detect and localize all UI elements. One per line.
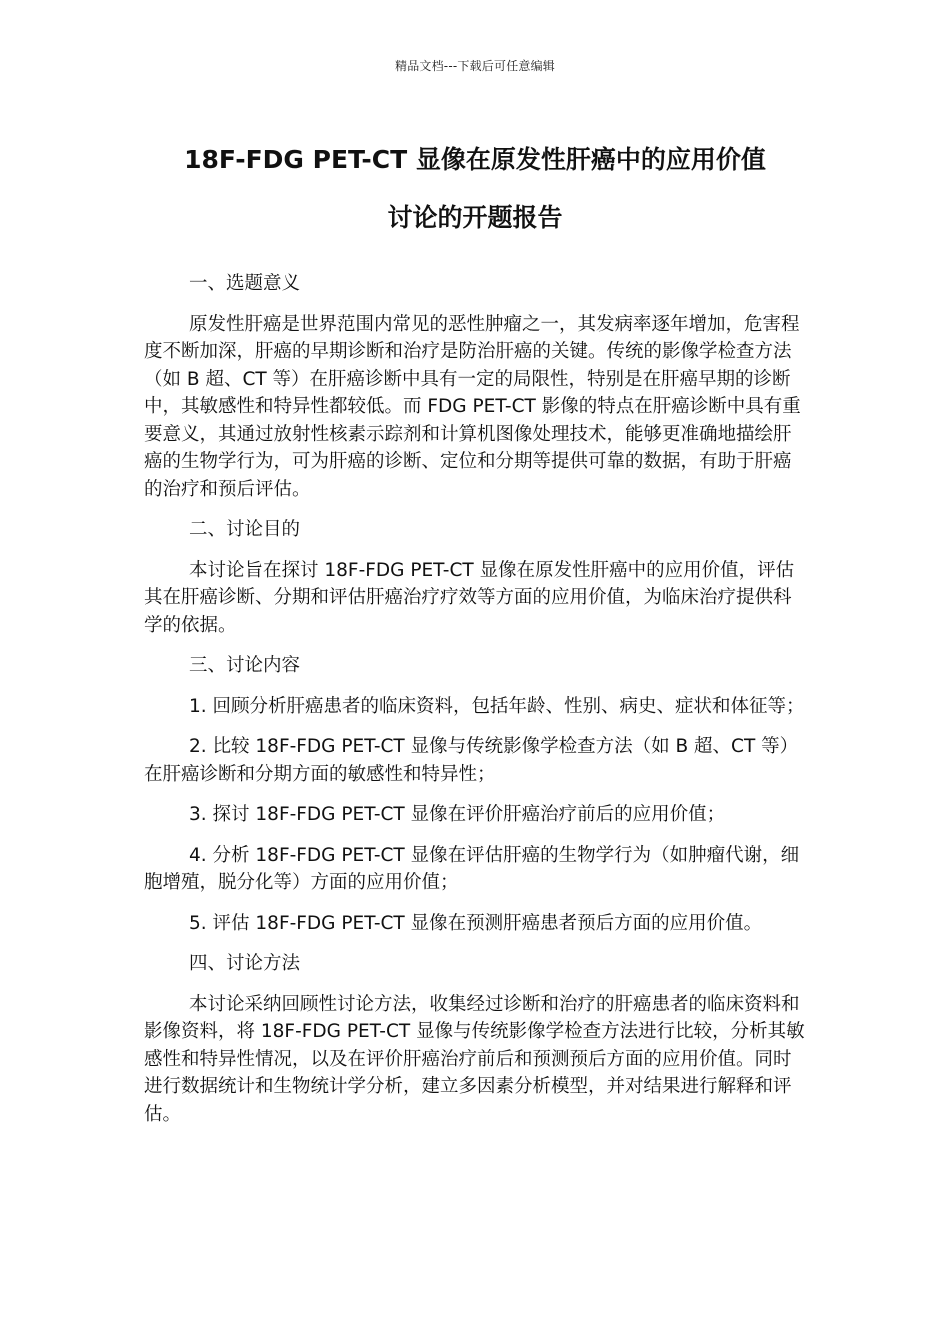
document-title-line-1: 18F-FDG PET-CT 显像在原发性肝癌中的应用价值 xyxy=(184,145,766,174)
section-3-item: 3. 探讨 18F-FDG PET-CT 显像在评价肝癌治疗前后的应用价值； xyxy=(189,804,726,825)
section-3-heading: 三、讨论内容 xyxy=(189,655,301,676)
section-3-item: 1. 回顾分析肝癌患者的临床资料，包括年龄、性别、病史、症状和体征等； xyxy=(189,695,805,717)
section-3-item: 2. 比较 18F-FDG PET-CT 显像与传统影像学检查方法（如 B 超、CT 等）在肝癌诊断和分期方面的敏感性和特异性； xyxy=(144,736,799,785)
section-3-item: 5. 评估 18F-FDG PET-CT 显像在预测肝癌患者预后方面的应用价值。 xyxy=(189,912,763,934)
section-4-paragraph: 本讨论采纳回顾性讨论方法，收集经过诊断和治疗的肝癌患者的临床资料和影像资料，将 18F-FDG PET-CT 显像与传统影像学检查方法进行比较，分析其敏感性和特异性情况，以及在评价肝癌治疗前后和预测预后方面的应用价值。同时进行数据统计和生物统计学分析，建立多因素分析模型，并对结果进行解释和评估。 xyxy=(144,993,805,1125)
section-3-item: 4. 分析 18F-FDG PET-CT 显像在评估肝癌的生物学行为（如肿瘤代谢，细胞增殖，脱分化等）方面的应用价值； xyxy=(144,844,800,893)
section-2-paragraph: 本讨论旨在探讨 18F-FDG PET-CT 显像在原发性肝癌中的应用价值，评估其在肝癌诊断、分期和评估肝癌治疗疗效等方面的应用价值，为临床治疗提供科学的依据。 xyxy=(144,559,795,636)
document-title-line-2: 讨论的开题报告 xyxy=(387,203,563,232)
document-body xyxy=(144,270,806,1141)
section-1-heading: 一、选题意义 xyxy=(189,273,301,294)
section-2-heading: 二、讨论目的 xyxy=(189,519,301,540)
section-4-heading: 四、讨论方法 xyxy=(189,953,301,974)
header-note: 精品文档---下载后可任意编辑 xyxy=(395,59,555,73)
section-1-paragraph: 原发性肝癌是世界范围内常见的恶性肿瘤之一，其发病率逐年增加，危害程度不断加深，肝癌的早期诊断和治疗是防治肝癌的关键。传统的影像学检查方法（如 B 超、CT 等）在肝癌诊断中具有一定的局限性，特别是在肝癌早期的诊断中，其敏感性和特异性都较低。而 FDG PET-CT 影像的特点在肝癌诊断中具有重要意义，其通过放射性核素示踪剂和计算机图像处理技术，能够更准确地描绘肝癌的生物学行为，可为肝癌的诊断、定位和分期等提供可靠的数据，有助于肝癌的治疗和预后评估。 xyxy=(144,313,801,500)
